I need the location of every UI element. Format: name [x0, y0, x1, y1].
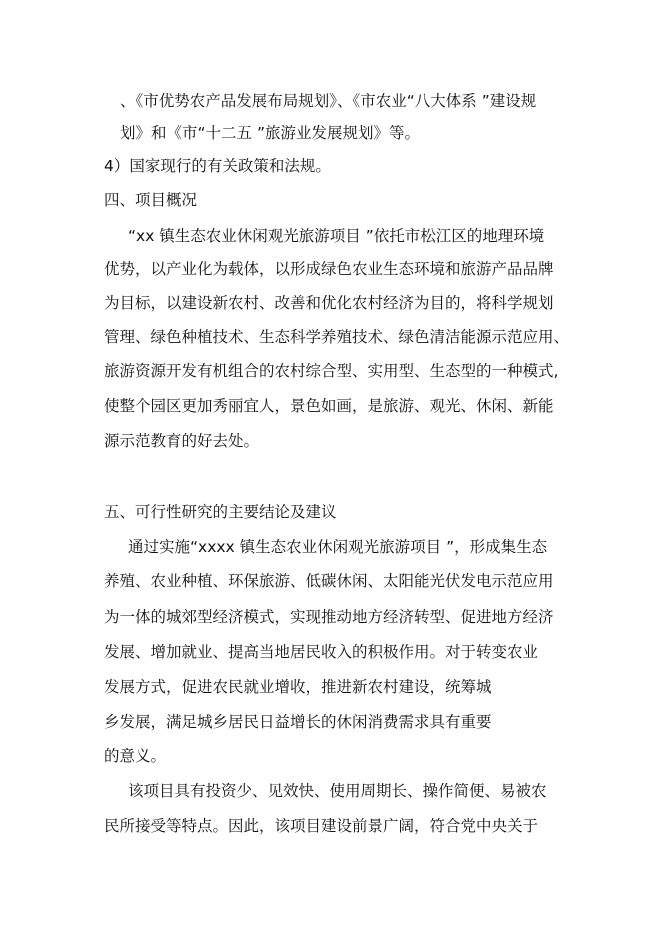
text-line-10: 使整个园区更加秀丽宜人，景色如画，是旅游、观光、休闲、新能	[104, 397, 554, 415]
text-line-8: 管理、绿色种植技术、生态科学养殖技术、绿色清洁能源示范应用、	[104, 328, 570, 346]
text-line-21: 民所接受等特点。因此，该项目建设前景广阔，符合党中央关于	[104, 817, 539, 835]
text-line-18: 乡发展，满足城乡居民日益增长的休闲消费需求具有重要	[104, 713, 492, 731]
text-line-5: “xx 镇生态农业休闲观光旅游项目 ”依托市松江区的地理环境	[128, 227, 545, 245]
text-line-17: 发展方式，促进农民就业增收，推进新农村建设，统筹城	[104, 678, 492, 696]
section-heading-4: 四、项目概况	[104, 191, 198, 209]
section-heading-5: 五、可行性研究的主要结论及建议	[104, 503, 337, 521]
text-line-9: 旅游资源开发有机组合的农村综合型、实用型、生态型的一种模式,	[104, 362, 559, 380]
text-line-20: 该项目具有投资少、见效快、使用周期长、操作简便、易被农	[128, 782, 547, 800]
text-line-19: 的意义。	[104, 747, 167, 765]
text-line-2: 划》和《市“十二五 ”旅游业发展规划》等。	[120, 124, 420, 142]
text-line-1: 、《市优势农产品发展布局规划》、《市农业“八大体系 ”建设规	[120, 92, 537, 110]
text-line-16: 发展、增加就业、提高当地居民收入的积极作用。对于转变农业	[104, 643, 539, 661]
text-line-6: 优势，以产业化为载体，以形成绿色农业生态环境和旅游产品品牌	[104, 260, 554, 278]
text-line-15: 为一体的城郊型经济模式，实现推动地方经济转型、促进地方经济	[104, 608, 554, 626]
text-line-7: 为目标，以建设新农村、改善和优化农村经济为目的，将科学规划	[104, 294, 554, 312]
list-item-4: 4）国家现行的有关政策和法规。	[104, 157, 331, 175]
text-line-13: 通过实施“xxxx 镇生态农业休闲观光旅游项目 ”，形成集生态	[128, 538, 548, 556]
text-line-11: 源示范教育的好去处。	[104, 432, 260, 450]
text-line-14: 养殖、农业种植、环保旅游、低碳休闲、太阳能光伏发电示范应用	[104, 572, 554, 590]
